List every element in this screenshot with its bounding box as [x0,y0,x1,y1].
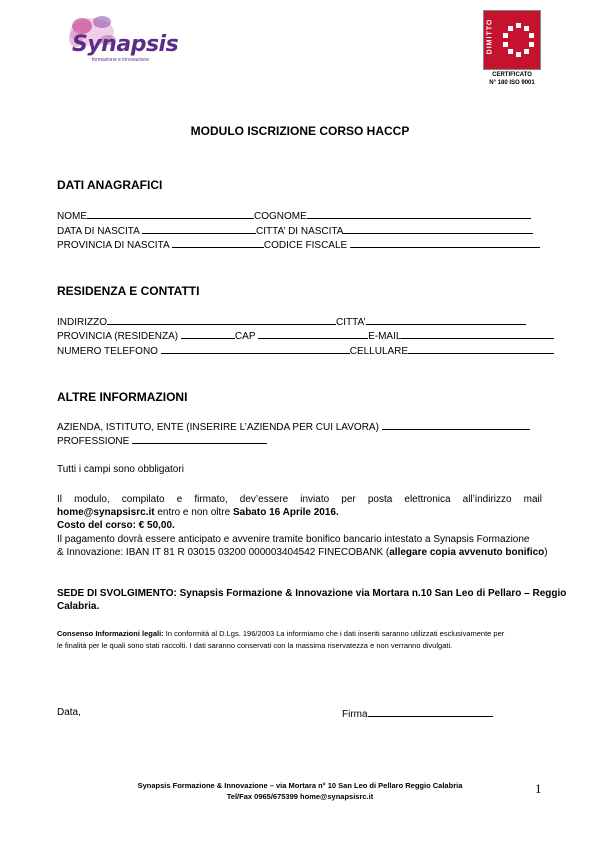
row-professione [57,433,267,449]
bonifico-note: allegare copia avvenuto bonifico [389,547,545,558]
row-provincia-cf [57,237,540,253]
footer-line-2: Tel/Fax 0965/675399 home@synapsisrc.it [226,792,374,801]
cert-text-1: CERTIFICATO [492,72,532,78]
heading-altre-informazioni: ALTRE INFORMAZIONI [57,390,188,404]
label-email: E-MAIL [368,331,402,342]
label-azienda: AZIENDA, ISTITUTO, ENTE (INSERIRE L’AZIENDA PER CUI LAVORA) [57,422,379,433]
field-telefono[interactable] [161,343,350,354]
field-nome[interactable] [87,208,254,219]
logo-text: Synapsis [72,32,179,57]
field-professione[interactable] [132,433,267,444]
deadline-date: Sabato 16 Aprile 2016. [232,507,339,518]
synapsis-logo [62,10,179,66]
heading-dati-anagrafici: DATI ANAGRAFICI [57,178,163,192]
field-indirizzo[interactable] [107,314,336,325]
label-codice-fiscale: CODICE FISCALE [263,240,348,251]
row-telefono-cellulare [57,343,554,359]
iban-text: & Innovazione: IBAN IT 81 R 03015 03200 000003404542 FINECOBANK ( [57,547,390,558]
certification-badge [480,10,544,90]
row-firma [342,706,493,722]
field-citta-nascita[interactable] [343,223,533,234]
sede-line-2: Calabria. [57,601,100,612]
label-citta-nascita: CITTA’ DI NASCITA [256,226,344,237]
row-nome-cognome [57,208,531,224]
field-provincia-residenza[interactable] [181,328,235,339]
consenso-text-1: In conformità al D.Lgs. 196/2003 La informiamo che i dati inseriti saranno utilizzati esclusivamente per [163,629,505,638]
field-data-nascita[interactable] [142,223,256,234]
heading-residenza: RESIDENZA E CONTATTI [57,284,200,298]
cert-red-box [483,10,541,70]
label-data: Data, [57,707,81,718]
pagamento-line-1: Il pagamento dovrà essere anticipato e avvenire tramite bonifico bancario intestato a Synapsis Formazione [57,534,530,545]
label-data-nascita: DATA DI NASCITA [57,226,140,237]
campi-obbligatori-note: Tutti i campi sono obbligatori [57,464,184,475]
label-cap: CAP [234,331,256,342]
cert-brand: DIMITTO [486,18,494,55]
info-line-2 [57,506,339,520]
label-cellulare: CELLULARE [349,346,409,357]
field-cellulare[interactable] [408,343,554,354]
field-cognome[interactable] [307,208,531,219]
costo-corso [57,519,175,533]
paren-close: ) [544,547,548,558]
footer-line-1: Synapsis Formazione & Innovazione – via Mortara n° 10 San Leo di Pellaro Reggio Calabria [137,781,463,790]
field-cap[interactable] [258,328,368,339]
consenso-line-2: le finalità per le quali sono stati raccolti. I dati saranno conservati con la massima riservatezza e non verranno divulgati. [57,641,453,650]
field-email[interactable] [401,328,554,339]
field-provincia-nascita[interactable] [172,237,264,248]
field-firma[interactable] [368,706,493,717]
label-cognome: COGNOME [254,211,307,222]
label-telefono: NUMERO TELEFONO [57,346,158,357]
consenso-line-1 [57,628,504,639]
label-provincia-nascita: PROVINCIA DI NASCITA [57,240,170,251]
info-line-1: Il modulo, compilato e firmato, dev’essere inviato per posta elettronica all’indirizzo mail [57,494,542,505]
cert-text-2: N° 180 ISO 9001 [489,80,535,86]
row-provincia-cap-email [57,328,554,344]
consenso-label: Consenso Informazioni legali: [57,629,164,638]
label-firma: Firma [342,709,368,720]
label-indirizzo: INDIRIZZO [57,317,107,328]
field-codice-fiscale[interactable] [350,237,540,248]
label-professione: PROFESSIONE [57,436,130,447]
label-provincia-residenza: PROVINCIA (RESIDENZA) [57,331,179,342]
sede-line-1: SEDE DI SVOLGIMENTO: Synapsis Formazione & Innovazione via Mortara n.10 San Leo di Pellaro – Reggio [57,588,567,599]
costo-text: Costo del corso: € 50,00. [57,520,175,531]
page-number: 1 [535,781,542,796]
cert-dots-icon [500,21,538,59]
email-address[interactable]: home@synapsisrc.it [57,507,155,518]
page-title: MODULO ISCRIZIONE CORSO HACCP [190,124,410,138]
pagamento-line-2 [57,546,548,560]
label-citta: CITTA’ [336,317,366,328]
logo-subtitle: formazione e innovazione [92,57,149,63]
field-citta[interactable] [366,314,526,325]
field-azienda[interactable] [382,419,530,430]
info-deadline-intro: entro e non oltre [157,507,231,518]
label-nome: NOME [57,211,87,222]
